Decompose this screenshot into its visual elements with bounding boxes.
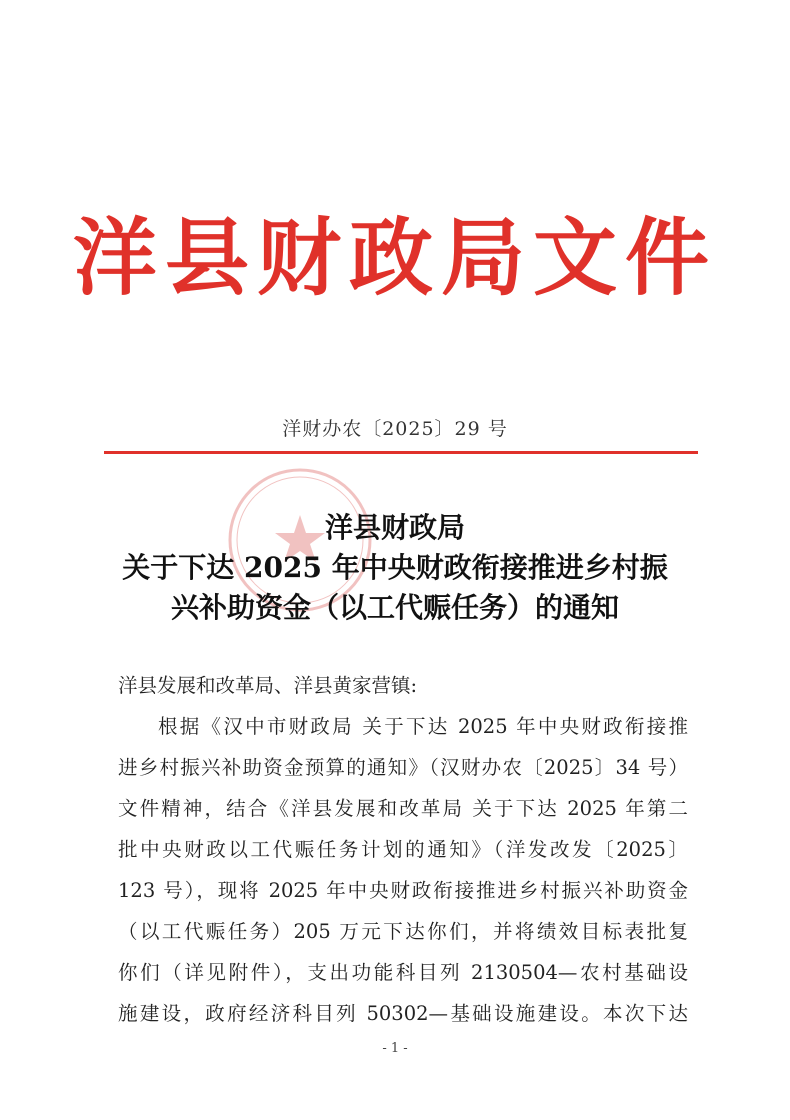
notice-title: [60, 508, 730, 628]
body-line: 123 号），现将 2025 年中央财政衔接推进乡村振兴补助资金: [118, 879, 688, 902]
red-divider-line: [104, 451, 698, 454]
body-text: [118, 665, 688, 1034]
addressee: 洋县发展和改革局、洋县黄家营镇:: [118, 674, 418, 697]
body-line: 根据《汉中市财政局 关于下达 2025 年中央财政衔接推: [158, 715, 688, 738]
body-line: 文件精神，结合《洋县发展和改革局 关于下达 2025 年第二: [118, 797, 688, 820]
body-line: 批中央财政以工代赈任务计划的通知》（洋发改发〔2025〕: [118, 838, 688, 861]
body-line: 施建设，政府经济科目列 50302—基础设施建设。本次下达: [118, 1002, 688, 1025]
body-line: （以工代赈任务）205 万元下达你们，并将绩效目标表批复: [118, 920, 688, 943]
title-line-2: 关于下达 2025 年中央财政衔接推进乡村振: [122, 551, 668, 584]
page-number: - 1 -: [382, 1041, 408, 1056]
document-number: 洋财办农〔2025〕29 号: [282, 418, 508, 440]
title-line-3: 兴补助资金（以工代赈任务）的通知: [170, 591, 619, 624]
title-line-1: 洋县财政局: [324, 511, 465, 544]
body-line: 进乡村振兴补助资金预算的通知》（汉财办农〔2025〕34 号）: [118, 756, 688, 779]
masthead-title: 洋县财政局文件: [72, 208, 717, 307]
body-line: 你们（详见附件），支出功能科目列 2130504—农村基础设: [118, 961, 688, 984]
